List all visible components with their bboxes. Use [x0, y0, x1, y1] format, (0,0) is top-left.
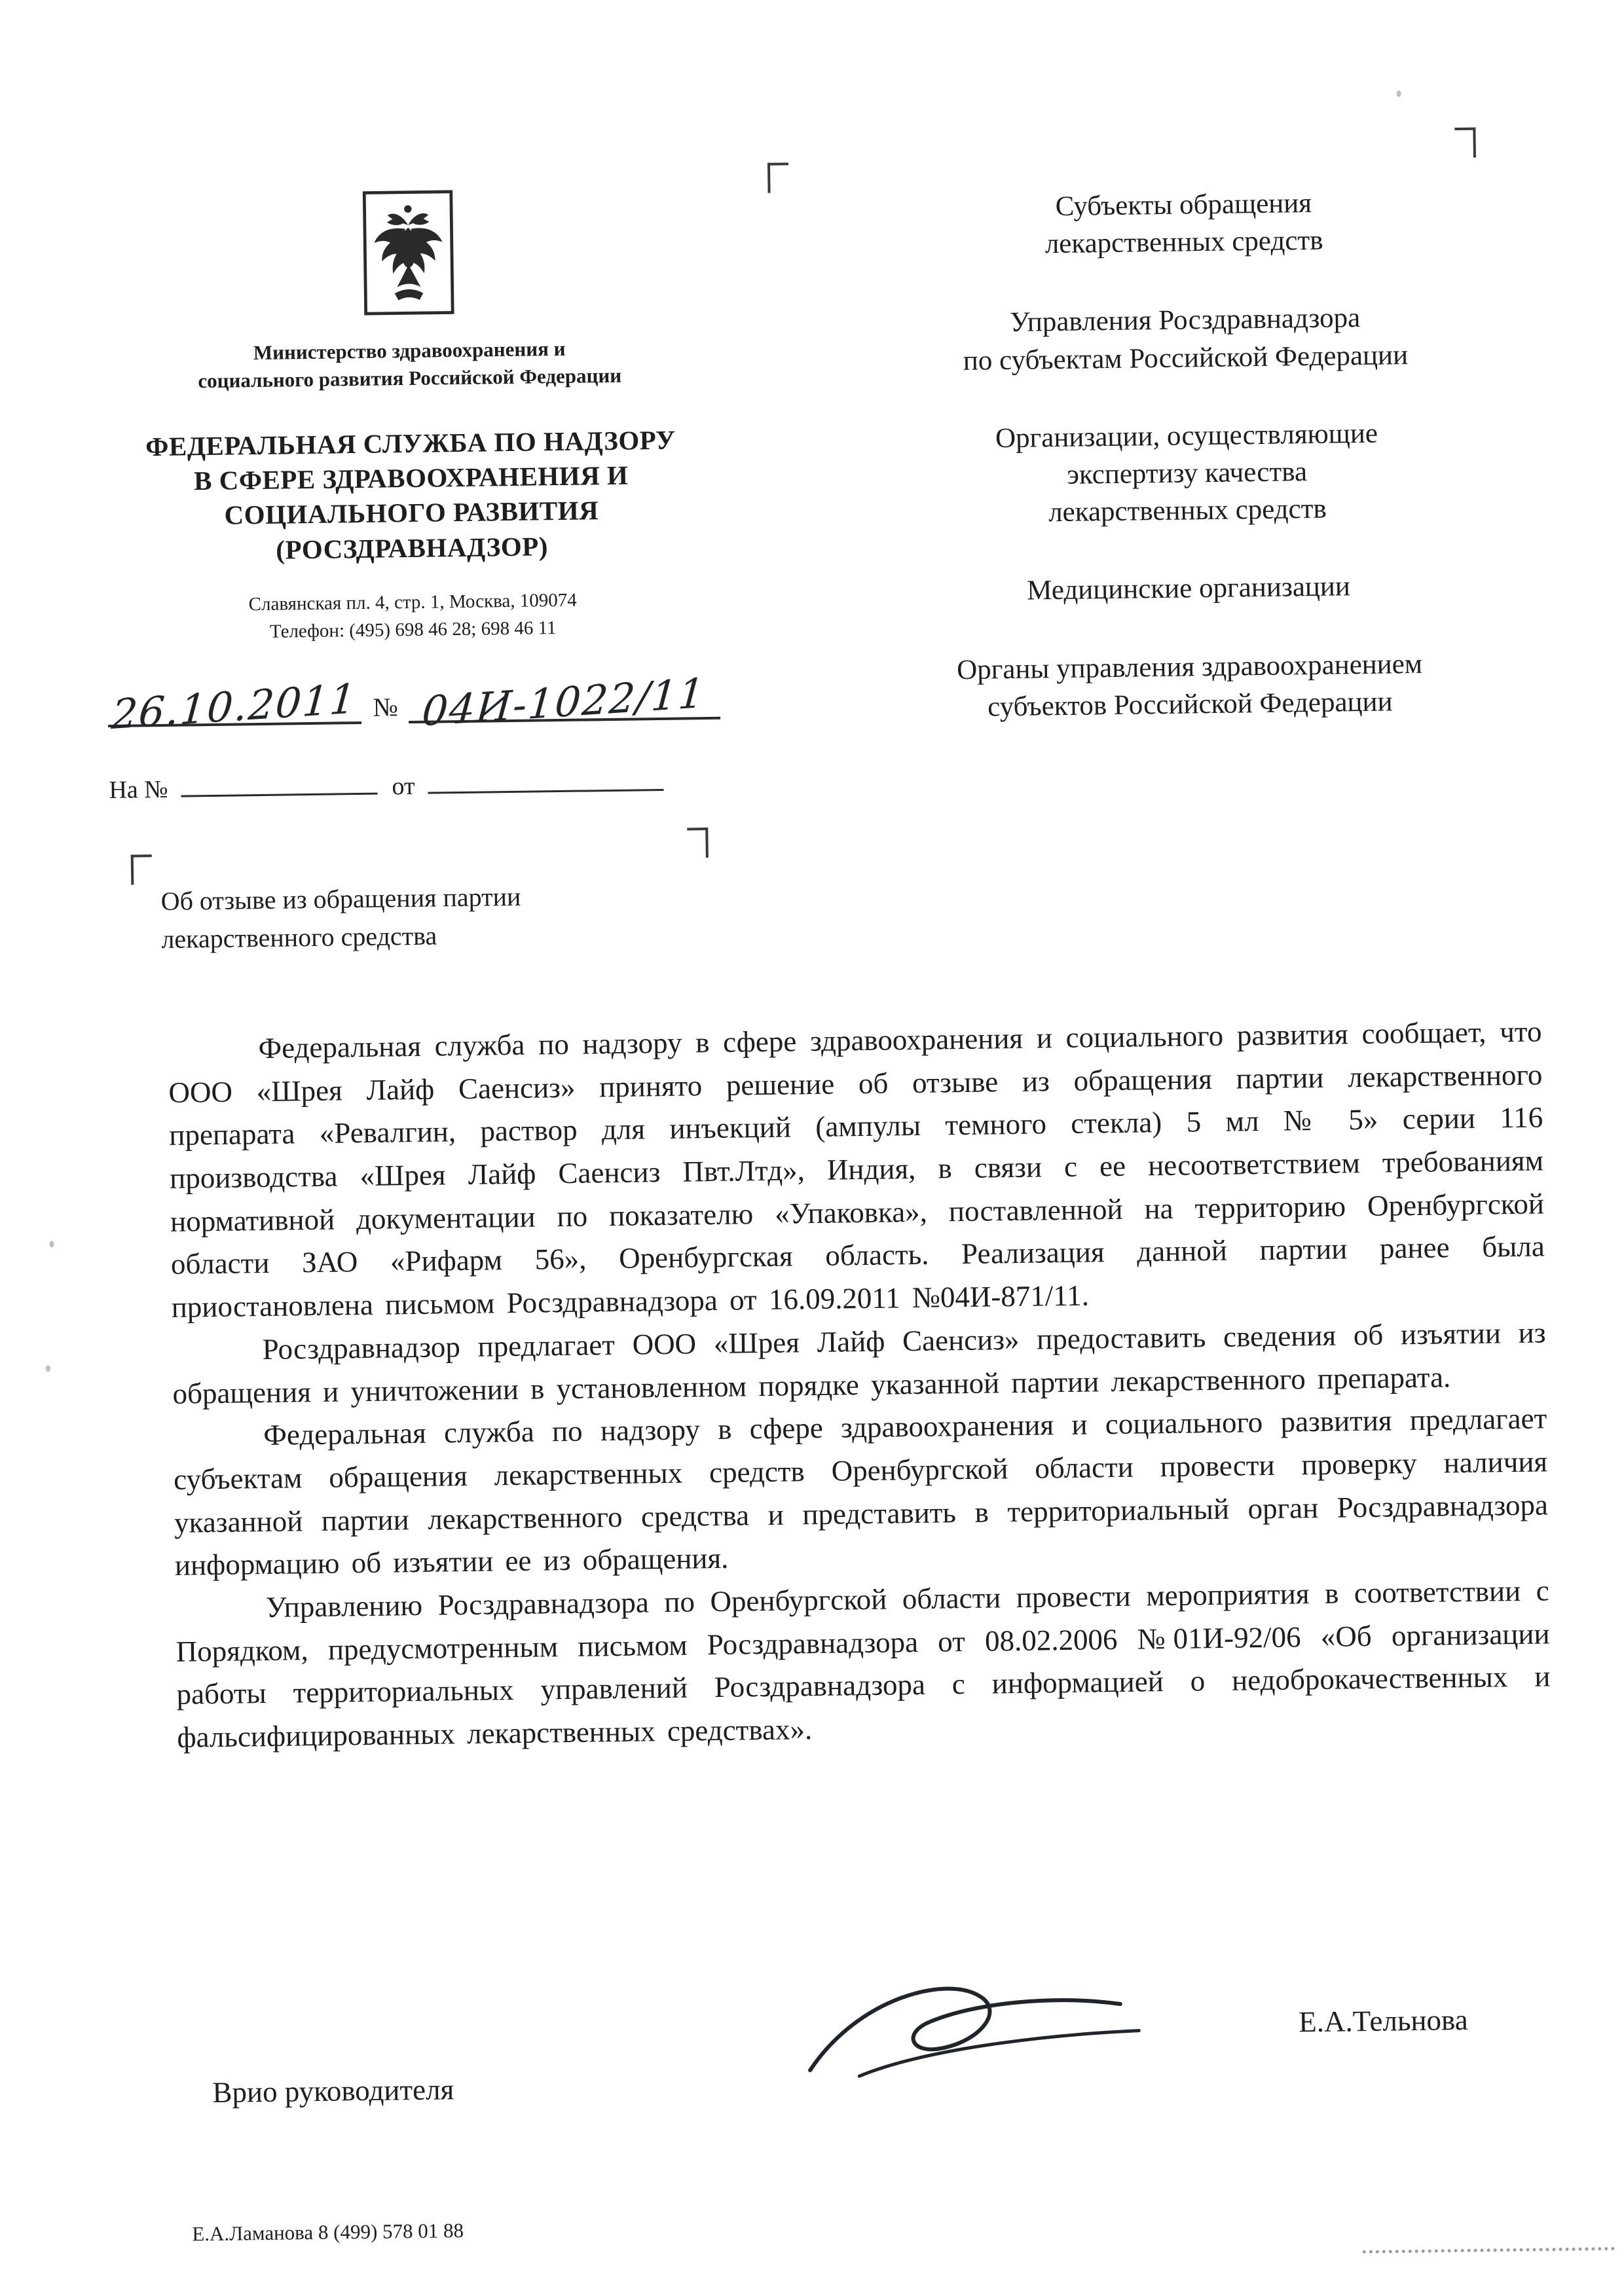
agency-name: ФЕДЕРАЛЬНАЯ СЛУЖБА ПО НАДЗОРУ В СФЕРЕ ЗДРАВООХРАНЕНИЯ И СОЦИАЛЬНОГО РАЗВИТИЯ (РОСЗДРАВНАДЗОР)	[145, 424, 676, 565]
number-underline	[408, 668, 720, 736]
executor-contact: Е.А.Ламанова 8 (499) 578 01 88	[192, 2219, 464, 2246]
ministry-name: Министерство здравоохранения и социального развития Российской Федерации	[198, 337, 622, 393]
number-sign: №	[373, 692, 399, 722]
ref-number-blank	[181, 770, 377, 797]
body-paragraph-3: Федеральная служба по надзору в сфере здравоохранения и социального развития предлагает субъектам обращения лекарственных средств Оренбургской области провести проверку наличия указанной партии лекарственного средства и представить в территориальный орган Росздравнадзора информацию об изъятии ее из обращения.	[173, 1402, 1549, 1582]
scan-speckle	[49, 1241, 54, 1247]
recipient-item: Медицинские организации	[1026, 571, 1351, 606]
recipients-block	[828, 181, 1546, 768]
signer-name: Е.А.Тельнова	[1298, 2003, 1468, 2039]
scan-speckle	[1397, 90, 1401, 97]
ref-na-label: На №	[109, 776, 168, 805]
date-underline	[107, 674, 361, 739]
body-paragraph-2: Росздравнадзор предлагает ООО «Шрея Лайф Саенсиз» предоставить сведения об изъятии из обращения и уничтожении в установленном порядке указанной партии лекарственного препарата.	[172, 1316, 1546, 1410]
dotted-line-decoration	[1363, 2247, 1615, 2253]
recipient-item: Организации, осуществляющие экспертизу качества лекарственных средств	[995, 418, 1378, 528]
reference-line	[109, 765, 722, 805]
ref-ot-label: от	[392, 773, 415, 801]
coat-of-arms-icon	[361, 188, 456, 321]
letterhead	[101, 185, 721, 805]
handwritten-signature-icon	[779, 1967, 1148, 2100]
letter-subject: Об отзыве из обращения партии лекарственного средства	[160, 881, 521, 955]
body-paragraph-1: Федеральная служба по надзору в сфере здравоохранения и социального развития сообщает, что ООО «Шрея Лайф Саенсиз» принято решение об отзыве из обращения партии лекарственного препарата «Ревалгин, раствор для инъекций (ампулы темного стекла) 5 мл № 5» серии 116 производства «Шрея Лайф Саенсиз Пвт.Лтд», Индия, в связи с ее несоответствием требованиям нормативной документации по показателю «Упаковка», поставленной на территорию Оренбургской области ЗАО «Рифарм 56», Оренбургская область. Реализация данной партии ранее была приостановлена письмом Росздравнадзора от 16.09.2011 №04И-871/11.	[168, 1015, 1545, 1324]
corner-mark-top-left	[767, 162, 789, 192]
signer-position: Врио руководителя	[212, 2073, 454, 2109]
scan-speckle	[46, 1365, 50, 1372]
ref-date-blank	[428, 766, 663, 794]
recipient-item: Управления Росздравнадзора по субъектам Российской Федерации	[963, 302, 1409, 376]
corner-mark-top-right	[1454, 128, 1476, 158]
letter-body	[168, 1010, 1551, 1759]
handwritten-date: 26.10.2011	[109, 674, 359, 739]
recipient-item: Органы управления здравоохранением субъектов Российской Федерации	[956, 648, 1423, 723]
agency-address: Славянская пл. 4, стр. 1, Москва, 109074	[248, 589, 577, 615]
corner-mark-subject-right	[687, 828, 709, 858]
body-paragraph-4: Управлению Росздравнадзора по Оренбургской области провести мероприятия в соответствии с Порядком, предусмотренным письмом Росздравнадзора от 08.02.2006 №01И-92/06 «Об организации работы территориальных управлений Росздравнадзора с информацией о недоброкачественных и фальсифицированных лекарственных средствах».	[175, 1574, 1551, 1754]
date-number-line	[107, 668, 720, 739]
handwritten-number: 04И-1022/11	[420, 668, 708, 736]
agency-phone: Телефон: (495) 698 46 28; 698 46 11	[269, 617, 557, 642]
corner-mark-subject-left	[131, 854, 153, 884]
recipient-item: Субъекты обращения лекарственных средств	[1044, 187, 1323, 260]
